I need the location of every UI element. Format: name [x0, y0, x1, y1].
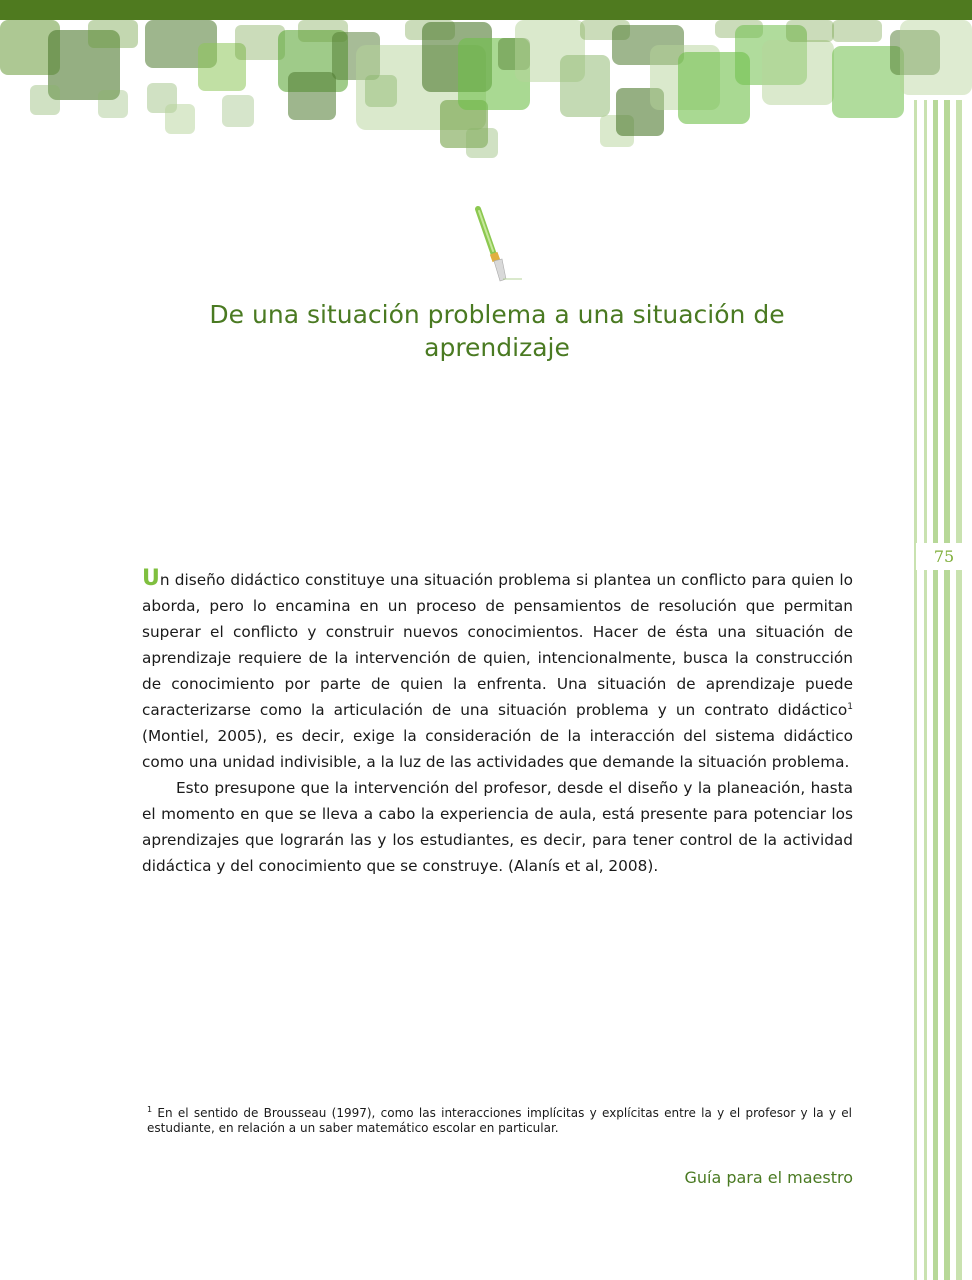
footnote-reference: 1 — [847, 701, 853, 712]
paragraph-2: Esto presupone que la intervención del profesor, desde el diseño y la planeación, hasta el momento en que se lleva a cabo la experiencia de aula, está presente para potenciar los aprendizajes que lograrán las y los estudiantes, es decir, para tener control de la actividad didáctica y del conocimiento que se construye. (Alanís et al, 2008). — [142, 779, 853, 875]
footnote-marker: 1 — [147, 1105, 153, 1114]
paragraph-1 — [142, 566, 853, 775]
paragraph-1-text-a: n diseño didáctico constituye una situación problema si plantea un conflicto para quien lo aborda, pero lo encamina en un proceso de pensamientos de resolución que permitan superar el conflicto y construir nuevos conocimientos. Hacer de ésta una situación de aprendizaje requiere de la intervención de quien, intencionalmente, busca la construcción de conocimiento por parte de quien la enfrenta. Una situación de aprendizaje puede caracterizarse como la articulación de una situación problema y un contrato didáctico — [142, 571, 853, 719]
right-margin-stripes — [912, 0, 972, 1280]
paragraph-1-text-b: (Montiel, 2005), es decir, exige la consideración de la interacción del sistema didáctico como una unidad indivisible, a la luz de las actividades que demande la situación problema. — [142, 727, 853, 771]
body-text — [142, 566, 853, 879]
page-title: De una situación problema a una situación de aprendizaje — [209, 300, 785, 362]
page-number: 75 — [916, 543, 972, 570]
drop-cap: U — [142, 566, 160, 591]
fountain-pen-icon — [470, 205, 530, 285]
footnote-text: En el sentido de Brousseau (1997), como las interacciones implícitas y explícitas entre la y el profesor y la y el estudiante, en relación a un saber matemático escolar en particular. — [147, 1106, 852, 1135]
footer-label: Guía para el maestro — [684, 1168, 853, 1187]
decorative-squares — [0, 0, 972, 170]
footnote — [147, 1102, 852, 1136]
